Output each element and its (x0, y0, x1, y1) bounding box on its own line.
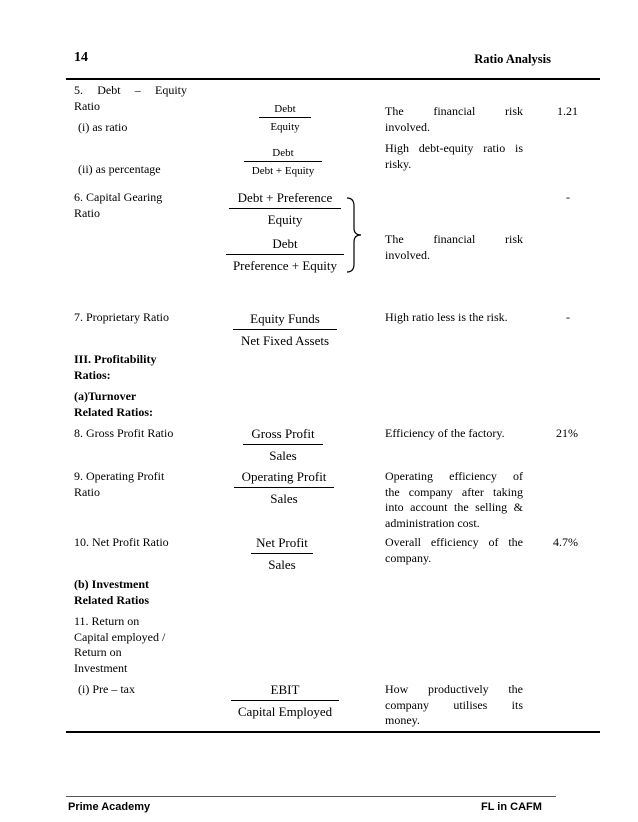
row-5-significance-2: High debt-equity ratio is risky. (385, 141, 523, 171)
row-7-value: - (566, 310, 570, 324)
row-7-label: 7. Proprietary Ratio (74, 310, 169, 324)
row-10-significance: Overall efficiency of the company. (385, 535, 523, 565)
row-6-value: - (566, 190, 570, 204)
footer-right: FL in CAFM (481, 801, 542, 813)
row-10-value: 4.7% (553, 535, 578, 549)
row-10-formula: Net Profit Sales (251, 535, 313, 573)
section-investment-heading: (b) Investment Related Ratios (74, 577, 149, 607)
header-rule (66, 78, 600, 80)
row-11-significance: How productively the company utilises its money. (385, 682, 523, 727)
row-5-significance-1: The financial risk involved. (385, 104, 523, 134)
row-9-significance: Operating efficiency of the company after taking into account the selling & administration cost. (385, 469, 523, 530)
footer-rule (66, 796, 556, 797)
section-profitability-heading: III. Profitability Ratios: (74, 352, 157, 382)
row-6-formula-2: Debt Preference + Equity (226, 236, 344, 274)
row-5-label: 5. Debt – Equity Ratio (74, 83, 187, 113)
row-5-formula-percentage: Debt Debt + Equity (244, 147, 322, 177)
row-6-label: 6. Capital Gearing Ratio (74, 190, 163, 220)
row-11-sub-pretax: (i) Pre – tax (78, 682, 135, 696)
row-9-formula: Operating Profit Sales (234, 469, 334, 507)
row-8-label: 8. Gross Profit Ratio (74, 426, 174, 440)
table-bottom-rule (66, 731, 600, 733)
row-7-formula: Equity Funds Net Fixed Assets (233, 311, 337, 349)
row-11-formula: EBIT Capital Employed (231, 682, 339, 720)
row-8-formula: Gross Profit Sales (243, 426, 323, 464)
row-5-value: 1.21 (557, 104, 578, 118)
row-9-label: 9. Operating Profit Ratio (74, 469, 165, 499)
row-5-formula-ratio: Debt Equity (259, 103, 311, 133)
row-6-formula-1: Debt + Preference Equity (229, 190, 341, 228)
page-number: 14 (74, 50, 88, 65)
row-10-label: 10. Net Profit Ratio (74, 535, 169, 549)
footer-left: Prime Academy (68, 801, 151, 813)
row-8-value: 21% (556, 426, 578, 440)
curly-brace-icon (344, 196, 364, 274)
row-7-significance: High ratio less is the risk. (385, 310, 508, 324)
row-8-significance: Efficiency of the factory. (385, 426, 505, 440)
page-header-title: Ratio Analysis (474, 52, 551, 66)
row-5-sub-ratio: (i) as ratio (78, 120, 128, 134)
row-5-sub-percentage: (ii) as percentage (78, 162, 161, 176)
section-turnover-heading: (a)Turnover Related Ratios: (74, 389, 153, 419)
row-11-label: 11. Return on Capital employed / Return on Investment (74, 614, 166, 675)
row-6-significance: The financial risk involved. (385, 232, 523, 262)
